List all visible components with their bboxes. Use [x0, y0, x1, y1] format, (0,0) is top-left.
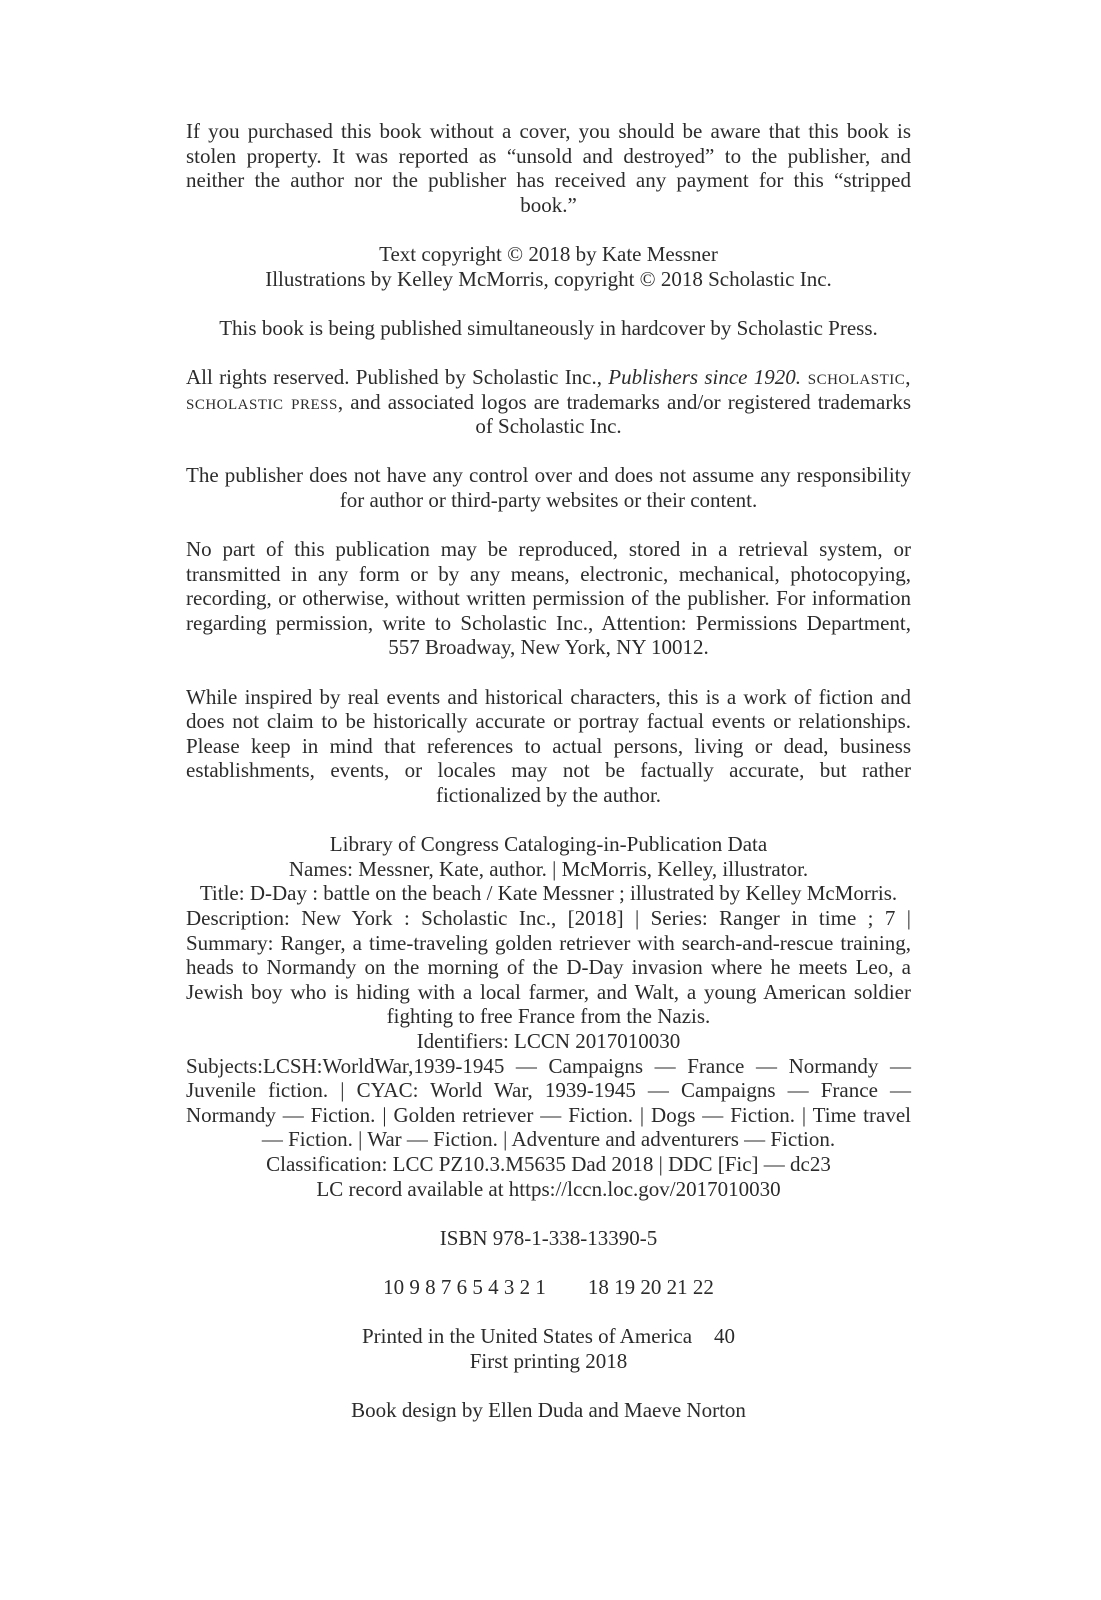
impression-numbers: 10 9 8 7 6 5 4 3 2 1 [383, 1274, 546, 1299]
rights-part2: , and associated logos are trademarks and/or registered trademarks of Scholastic Inc. [337, 389, 911, 439]
publishers-since: Publishers since 1920. [608, 364, 801, 389]
cip-description: Description: New York : Scholastic Inc., [2018] | Series: Ranger in time ; 7 | Summary: Ranger, a time-traveling golden retriever with search-and-rescue training, heads to Normandy on the morning of the D-Day invasion where he meets Leo, a Jewish boy who is hiding with a local farmer, and Walt, a young American soldier fighting to free France from the Nazis. [186, 906, 911, 1029]
cip-names: Names: Messner, Kate, author. | McMorris, Kelley, illustrator. [288, 856, 809, 881]
copyright-page [186, 119, 911, 1447]
cip-lc-record: LC record available at https://lccn.loc.gov/2017010030 [316, 1176, 781, 1201]
printed-info [186, 1324, 911, 1373]
isbn: ISBN 978-1-338-13390-5 [439, 1225, 658, 1250]
printed-country: Printed in the United States of America [361, 1324, 693, 1349]
copyright-block [186, 242, 911, 291]
illustrations-copyright: Illustrations by Kelley McMorris, copyright © 2018 Scholastic Inc. [265, 266, 832, 291]
third-party-notice: The publisher does not have any control over and does not assume any responsibility for author or third-party websites or their content. [186, 463, 911, 512]
cover-notice: If you purchased this book without a cover, you should be aware that this book is stolen property. It was reported as “unsold and destroyed” to the publisher, and neither the author nor the publisher has received any payment for this “stripped book.” [186, 119, 911, 217]
simultaneous-publication: This book is being published simultaneously in hardcover by Scholastic Press. [219, 315, 878, 340]
cip-title: Title: D-Day : battle on the beach / Kate Messner ; illustrated by Kelley McMorris. [199, 881, 898, 906]
print-line [186, 1275, 911, 1300]
book-design-credit: Book design by Ellen Duda and Maeve Norton [351, 1397, 746, 1422]
cip-identifiers: Identifiers: LCCN 2017010030 [416, 1028, 681, 1053]
rights-reserved [186, 365, 911, 439]
rights-part1: All rights reserved. Published by Scholastic Inc., [186, 364, 609, 389]
fiction-notice: While inspired by real events and historical characters, this is a work of fiction and does not claim to be historically accurate or portray factual events or relationships. Please keep in mind that references to actual persons, living or dead, business establishments, events, or locales may not be factually accurate, but rather fictionalized by the author. [186, 684, 911, 808]
reproduction-notice: No part of this publication may be reproduced, stored in a retrieval system, or transmitted in any form or by any means, electronic, mechanical, photocopying, recording, or otherwise, without written permission of the publisher. For information regarding permission, write to Scholastic Inc., Attention: Permissions Department, 557 Broadway, New York, NY 10012. [186, 537, 911, 660]
printing-years: 18 19 20 21 22 [587, 1274, 714, 1299]
cip-subjects: Subjects:LCSH:WorldWar,1939-1945 — Campaigns — France — Normandy — Juvenile fiction. | CYAC: World War, 1939-1945 — Campaigns — France — Normandy — Fiction. | Golden retriever — Fiction. | Dogs — Fiction. | Time travel — Fiction. | War — Fiction. | Adventure and adventurers — Fiction. [186, 1053, 911, 1152]
cip-data [186, 832, 911, 1201]
cip-classification: Classification: LCC PZ10.3.M5635 Dad 2018 | DDC [Fic] — dc23 [266, 1151, 831, 1176]
printer-code: 40 [714, 1324, 736, 1349]
trademark-names: scholastic, scholastic press [186, 364, 912, 414]
cip-heading: Library of Congress Cataloging-in-Publication Data [329, 832, 768, 857]
text-copyright: Text copyright © 2018 by Kate Messner [379, 241, 718, 266]
first-printing: First printing 2018 [469, 1348, 628, 1373]
